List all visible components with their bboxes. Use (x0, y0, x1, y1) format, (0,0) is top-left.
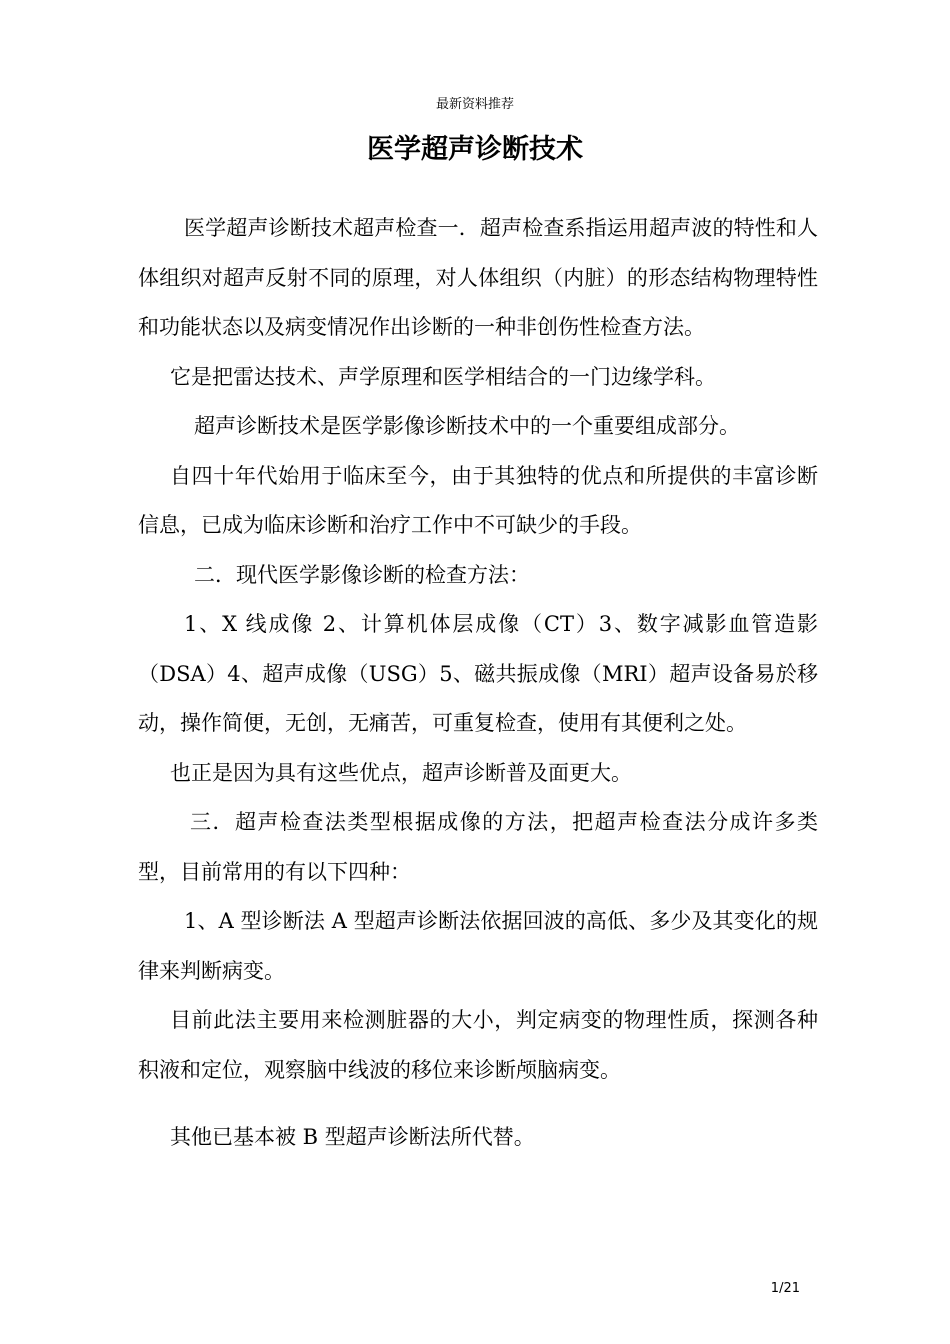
paragraph-component: 超声诊断技术是医学影像诊断技术中的一个重要组成部分。 (194, 414, 740, 438)
paragraph-advantages: 也正是因为具有这些优点，超声诊断普及面更大。 (170, 760, 632, 785)
paragraph-b-mode-replacement: 其他已基本被 B 型超声诊断法所代替。 (170, 1125, 535, 1149)
paragraph-a-mode: 1、A 型诊断法 A 型超声诊断法依据回波的高低、多少及其变化的规律来判断病变。 (138, 909, 818, 983)
paragraph-radar: 它是把雷达技术、声学原理和医学相结合的一门边缘学科。 (170, 364, 716, 389)
paragraph-intro: 医学超声诊断技术超声检查一．超声检查系指运用超声波的特性和人体组织对超声反射不同的原理，对人体组织（内脏）的形态结构物理特性和功能状态以及病变情况作出诊断的一种非创伤性检查方法。 (138, 216, 818, 339)
paragraph-section-three-heading: 三．超声检查法类型根据成像的方法，把超声检查法分成许多类型，目前常用的有以下四种： (138, 810, 818, 884)
document-body (138, 204, 818, 1163)
paragraph-a-mode-usage: 目前此法主要用来检测脏器的大小，判定病变的物理性质，探测各种积液和定位，观察脑中线波的移位来诊断颅脑病变。 (138, 1008, 818, 1082)
paragraph-history: 自四十年代始用于临床至今，由于其独特的优点和所提供的丰富诊断信息，已成为临床诊断和治疗工作中不可缺少的手段。 (138, 463, 818, 537)
paragraph-methods-list: 1、X 线成像 2、计算机体层成像（CT）3、数字减影血管造影（DSA）4、超声成像（USG）5、磁共振成像（MRI）超声设备易於移动，操作简便，无创，无痛苦，可重复检查，使用有其便利之处。 (138, 612, 818, 735)
document-title: 医学超声诊断技术 (367, 134, 583, 165)
paragraph-section-two-heading: 二．现代医学影像诊断的检查方法： (194, 562, 530, 587)
page-number: 1/21 (770, 1281, 800, 1296)
page-header: 最新资料推荐 (435, 97, 514, 112)
